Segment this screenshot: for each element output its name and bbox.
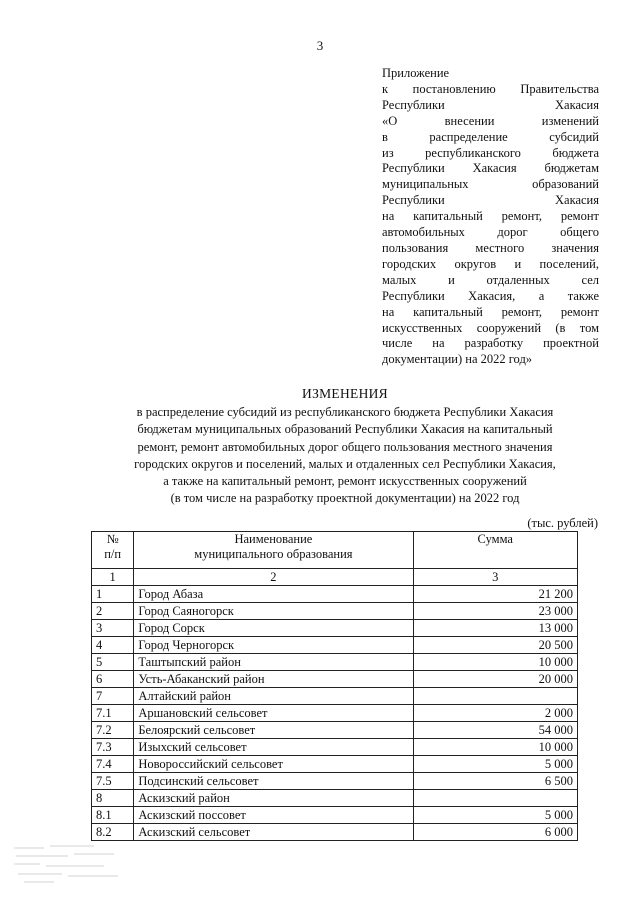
row-sum-cell: 6 500 — [413, 773, 577, 790]
header-number-line1: № — [106, 532, 119, 546]
row-number-cell: 7 — [92, 688, 134, 705]
row-sum-cell: 23 000 — [413, 603, 577, 620]
header-number-line2: п/п — [104, 547, 122, 561]
document-title: ИЗМЕНЕНИЯ — [302, 386, 388, 401]
row-number-cell: 4 — [92, 637, 134, 654]
table-row — [92, 722, 578, 739]
row-name-cell: Аршановский сельсовет — [134, 705, 413, 722]
row-number-cell: 6 — [92, 671, 134, 688]
row-number-cell: 1 — [92, 586, 134, 603]
row-name-cell: Аскизский район — [134, 790, 413, 807]
row-name-cell: Город Черногорск — [134, 637, 413, 654]
row-sum-cell: 2 000 — [413, 705, 577, 722]
document-subtitle — [92, 404, 598, 508]
appendix-line: Республики Хакасия — [382, 193, 599, 208]
row-number-cell: 8 — [92, 790, 134, 807]
row-name-cell: Город Абаза — [134, 586, 413, 603]
appendix-block — [382, 66, 599, 368]
appendix-line: искусственных сооружений (в том — [382, 320, 599, 335]
row-name-cell: Белоярский сельсовет — [134, 722, 413, 739]
row-number-cell: 7.1 — [92, 705, 134, 722]
table-row — [92, 790, 578, 807]
row-name-cell: Город Сорск — [134, 620, 413, 637]
appendix-line: пользования местного значения — [382, 240, 599, 255]
column-index: 1 — [92, 569, 134, 586]
row-number-cell: 5 — [92, 654, 134, 671]
appendix-line: Республики Хакасия бюджетам — [382, 161, 599, 176]
header-name — [134, 532, 413, 569]
row-sum-cell: 13 000 — [413, 620, 577, 637]
appendix-line: Приложение — [382, 66, 450, 80]
row-number-cell: 3 — [92, 620, 134, 637]
subtitle-line: городских округов и поселений, малых и отдаленных сел Республики Хакасия, — [134, 456, 556, 471]
column-index: 3 — [413, 569, 577, 586]
column-index-row — [92, 569, 578, 586]
row-sum-cell — [413, 688, 577, 705]
table-row — [92, 705, 578, 722]
table-row — [92, 620, 578, 637]
appendix-line: числе на разработку проектной — [382, 336, 599, 351]
table-row — [92, 773, 578, 790]
appendix-line: документации) на 2022 год» — [382, 352, 533, 367]
appendix-line: муниципальных образований — [382, 177, 599, 192]
row-sum-cell: 5 000 — [413, 807, 577, 824]
table-row — [92, 671, 578, 688]
row-name-cell: Изыхский сельсовет — [134, 739, 413, 756]
subtitle-line: бюджетам муниципальных образований Республики Хакасия на капитальный — [137, 422, 553, 437]
header-sum: Сумма — [413, 532, 577, 569]
row-number-cell: 8.1 — [92, 807, 134, 824]
table-row — [92, 586, 578, 603]
table-row — [92, 807, 578, 824]
appendix-line: городских округов и поселений, — [382, 256, 599, 271]
table-row — [92, 603, 578, 620]
table-row — [92, 756, 578, 773]
subtitle-line: ремонт, ремонт автомобильных дорог общего пользования местного значения — [137, 439, 553, 454]
appendix-line: малых и отдаленных сел — [382, 272, 599, 287]
appendix-line: на капитальный ремонт, ремонт — [382, 209, 599, 224]
row-sum-cell — [413, 790, 577, 807]
column-index: 2 — [134, 569, 413, 586]
row-sum-cell: 5 000 — [413, 756, 577, 773]
subtitle-line: а также на капитальный ремонт, ремонт искусственных сооружений — [163, 474, 527, 489]
table-row — [92, 688, 578, 705]
subtitle-line: (в том числе на разработку проектной документации) на 2022 год — [170, 491, 520, 506]
table-row — [92, 824, 578, 841]
row-name-cell: Подсинский сельсовет — [134, 773, 413, 790]
row-number-cell: 2 — [92, 603, 134, 620]
table-row — [92, 739, 578, 756]
header-name-line1: Наименование — [234, 532, 313, 546]
row-name-cell: Город Саяногорск — [134, 603, 413, 620]
units-label: (тыс. рублей) — [527, 516, 598, 530]
row-name-cell: Таштыпский район — [134, 654, 413, 671]
appendix-line: Республики Хакасия, а также — [382, 288, 599, 303]
header-number — [92, 532, 134, 569]
row-name-cell: Новороссийский сельсовет — [134, 756, 413, 773]
appendix-line: в распределение субсидий — [382, 129, 599, 144]
row-number-cell: 8.2 — [92, 824, 134, 841]
row-sum-cell: 10 000 — [413, 654, 577, 671]
row-name-cell: Аскизский поссовет — [134, 807, 413, 824]
row-sum-cell: 21 200 — [413, 586, 577, 603]
row-sum-cell: 10 000 — [413, 739, 577, 756]
appendix-line: Республики Хакасия — [382, 97, 599, 112]
row-name-cell: Алтайский район — [134, 688, 413, 705]
row-number-cell: 7.3 — [92, 739, 134, 756]
row-name-cell: Аскизский сельсовет — [134, 824, 413, 841]
faded-stamp — [10, 840, 130, 886]
row-sum-cell: 20 500 — [413, 637, 577, 654]
appendix-line: «О внесении изменений — [382, 113, 599, 128]
row-sum-cell: 6 000 — [413, 824, 577, 841]
appendix-line: из республиканского бюджета — [382, 145, 599, 160]
subtitle-line: в распределение субсидий из республиканского бюджета Республики Хакасия — [136, 405, 554, 419]
row-sum-cell: 54 000 — [413, 722, 577, 739]
appendix-line: на капитальный ремонт, ремонт — [382, 304, 599, 319]
appendix-line: автомобильных дорог общего — [382, 225, 599, 240]
table-row — [92, 654, 578, 671]
row-number-cell: 7.5 — [92, 773, 134, 790]
table-header-row — [92, 532, 578, 569]
table-row — [92, 637, 578, 654]
appendix-line: к постановлению Правительства — [382, 81, 599, 96]
row-number-cell: 7.4 — [92, 756, 134, 773]
page-number: 3 — [316, 38, 324, 53]
row-sum-cell: 20 000 — [413, 671, 577, 688]
row-name-cell: Усть-Абаканский район — [134, 671, 413, 688]
header-name-line2: муниципального образования — [194, 547, 353, 561]
row-number-cell: 7.2 — [92, 722, 134, 739]
subsidy-table — [91, 531, 578, 841]
